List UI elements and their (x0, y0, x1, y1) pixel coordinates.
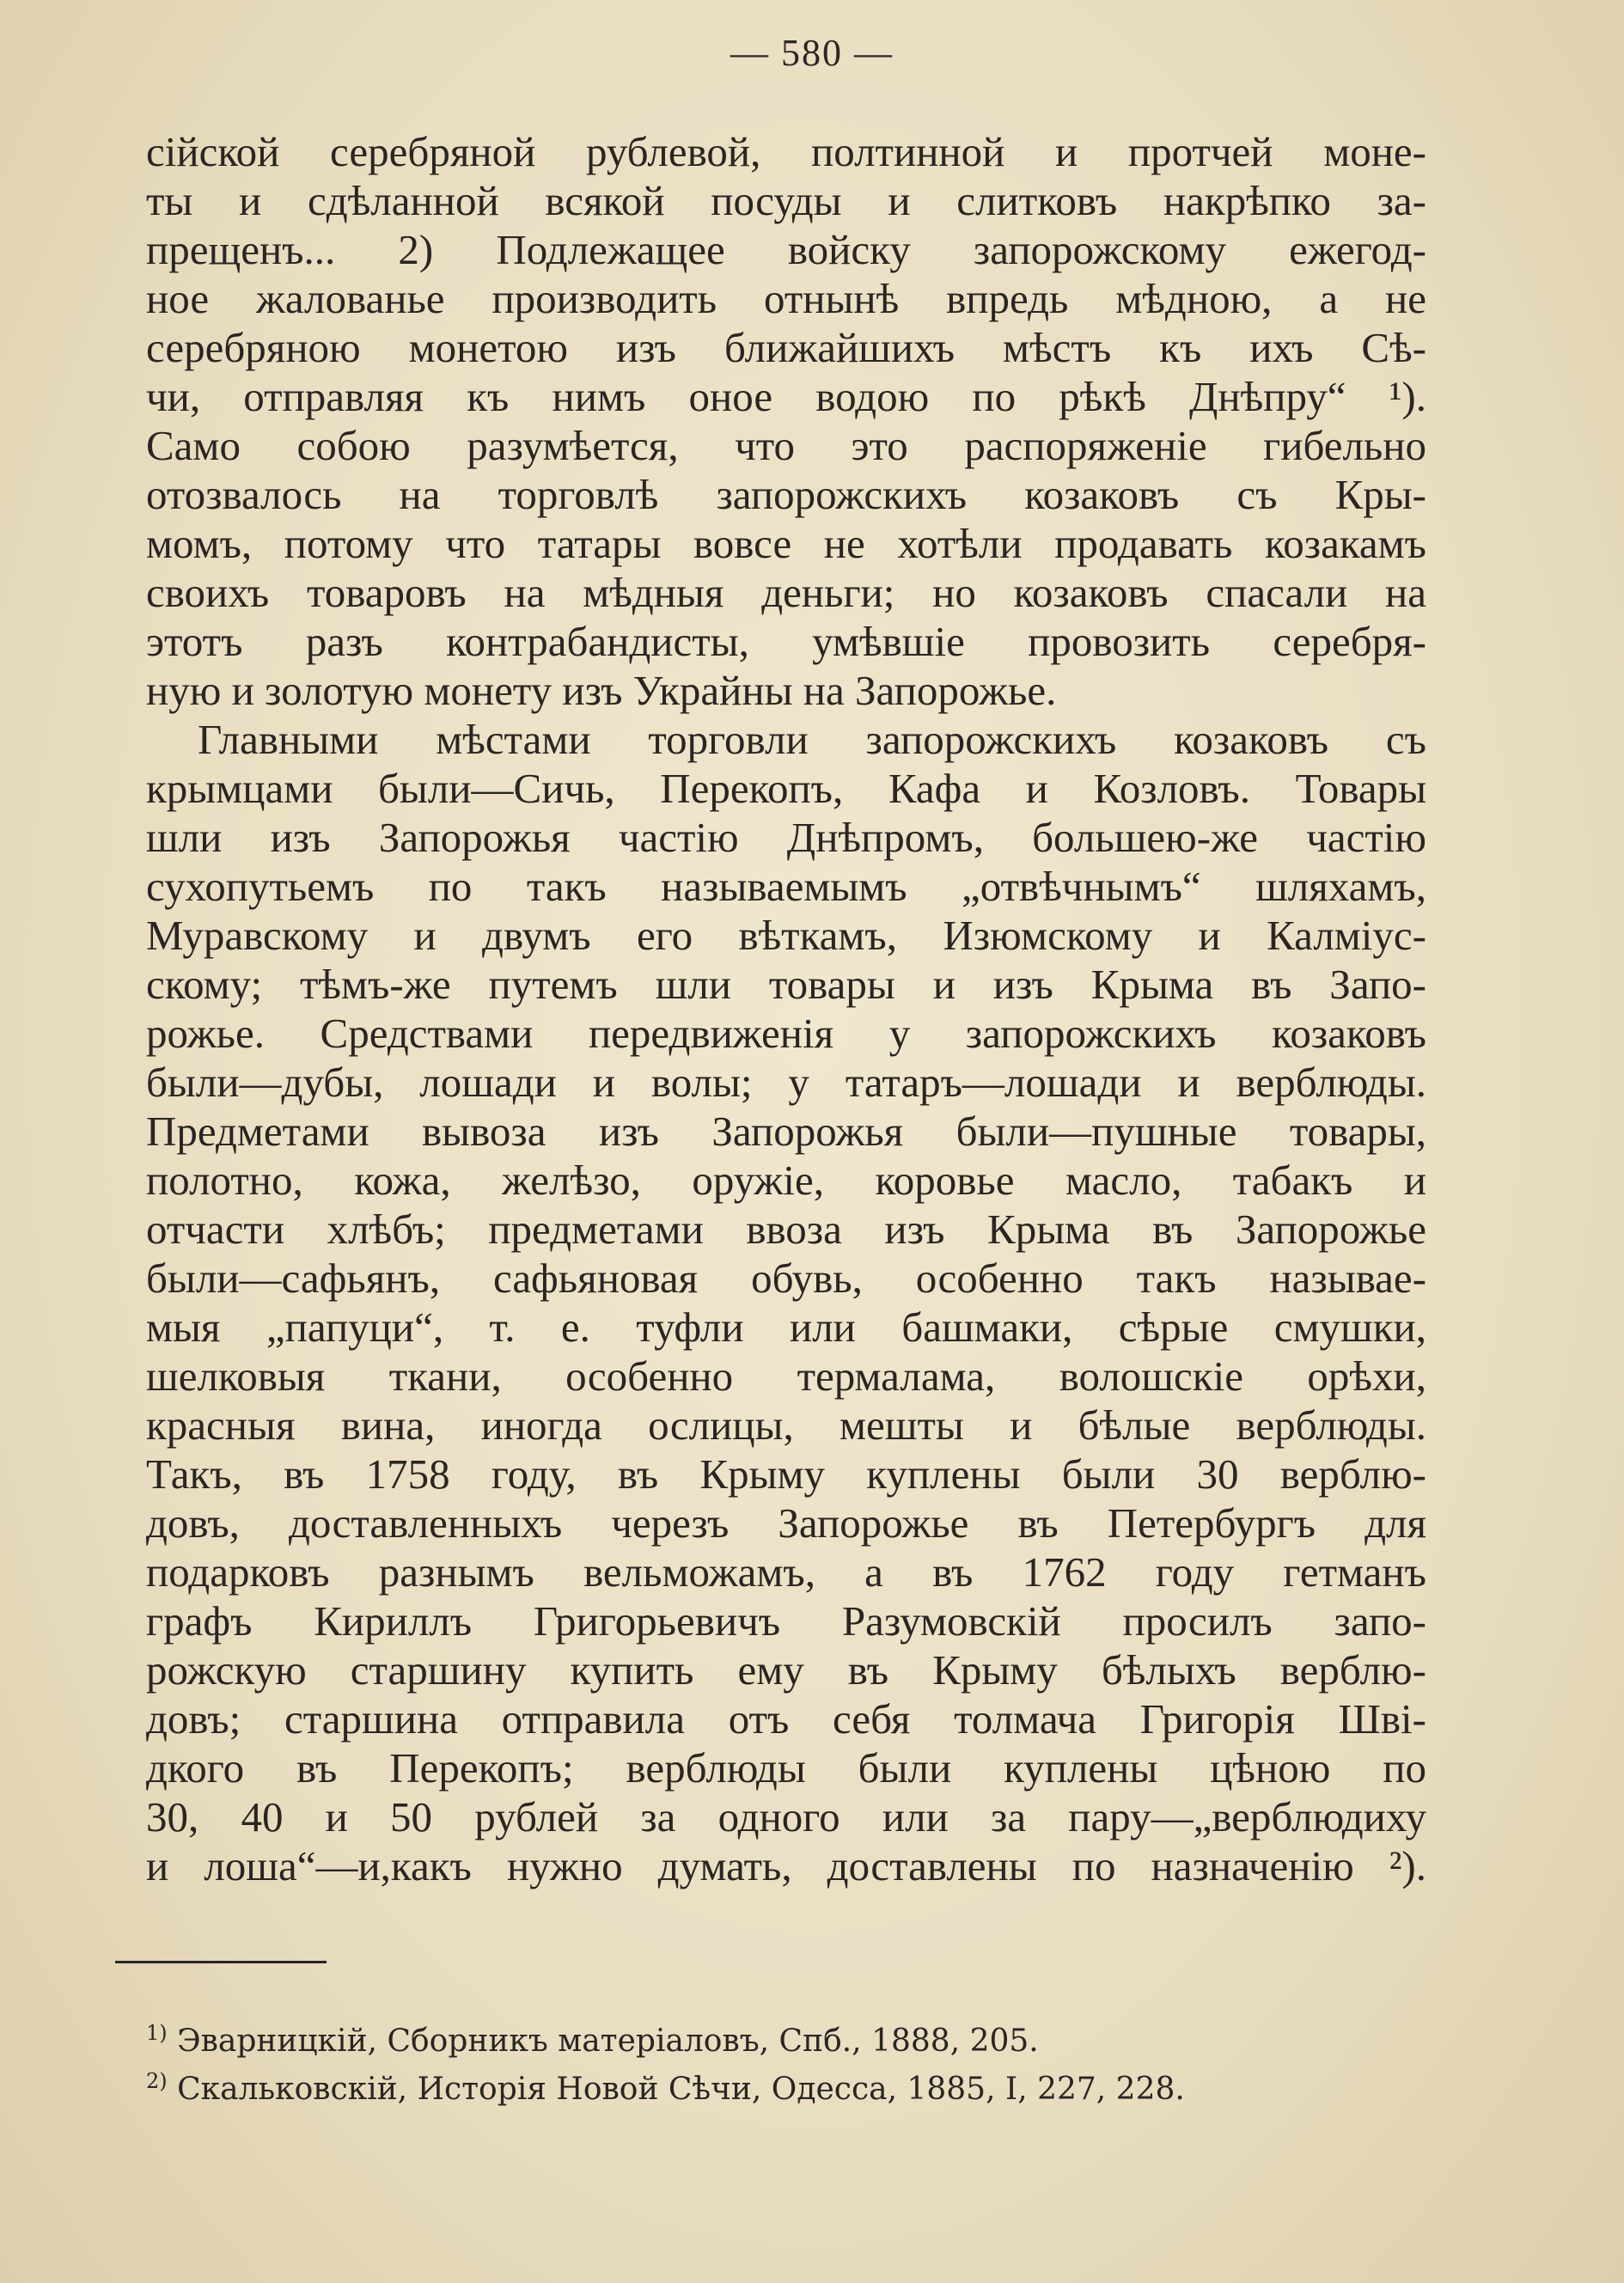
text-line: чи, отправляя къ нимъ оное водою по рѣкѣ Днѣпру“ ¹). (146, 373, 1426, 420)
footnote-1-mark: 1) (146, 2021, 168, 2045)
text-line: скому; тѣмъ-же путемъ шли товары и изъ Крыма въ Запо- (146, 961, 1426, 1008)
text-line: сійской серебряной рублевой, полтинной и протчей моне- (146, 128, 1426, 175)
paragraph-end-line: и лоша“—и,какъ нужно думать, доставлены по назначенію ²). (146, 1842, 1426, 1889)
footnote-2-text: Скальковскій, Исторія Новой Сѣчи, Одесса, 1885, I, 227, 228. (177, 2072, 1185, 2107)
text-line: этотъ разъ контрабандисты, умѣвшіе провозить серебря- (146, 618, 1426, 665)
text-line: графъ Кириллъ Григорьевичъ Разумовскій просилъ запо- (146, 1597, 1426, 1645)
footnote-2-mark: 2) (146, 2069, 168, 2093)
text-line: рожскую старшину купить ему въ Крыму бѣлыхъ верблю- (146, 1646, 1426, 1694)
text-line: отчасти хлѣбъ; предметами ввоза изъ Крыма въ Запорожье (146, 1206, 1426, 1253)
paragraph-end-line: ную и золотую монету изъ Украйны на Запорожье. (146, 667, 1057, 714)
text-line: 30, 40 и 50 рублей за одного или за пару—„верблюдиху (146, 1793, 1426, 1840)
page-number: — 580 — (730, 32, 894, 74)
text-line: Такъ, въ 1758 году, въ Крыму куплены были 30 верблю- (146, 1450, 1426, 1498)
text-line: мыя „папуци“, т. е. туфли или башмаки, сѣрые смушки, (146, 1303, 1426, 1351)
footnotes (146, 2017, 1409, 2114)
text-line: Предметами вывоза изъ Запорожья были—пушные товары, (146, 1108, 1426, 1155)
footnote-1-text: Эварницкій, Сборникъ матеріаловъ, Спб., 1888, 205. (177, 2024, 1039, 2059)
text-line: своихъ товаровъ на мѣдныя деньги; но козаковъ спасали на (146, 569, 1426, 616)
paragraph-start-line: Главными мѣстами торговли запорожскихъ козаковъ съ (198, 716, 1426, 763)
footnote-1 (146, 2017, 1409, 2066)
body-text (146, 127, 1426, 1890)
text-line: довъ, доставленныхъ черезъ Запорожье въ Петербургъ для (146, 1499, 1426, 1547)
text-line: момъ, потому что татары вовсе не хотѣли продавать козакамъ (146, 520, 1426, 567)
text-line: шелковыя ткани, особенно термалама, волошскіе орѣхи, (146, 1352, 1426, 1400)
text-line: дкого въ Перекопъ; верблюды были куплены цѣною по (146, 1744, 1426, 1792)
text-line: отозвалось на торговлѣ запорожскихъ козаковъ съ Кры- (146, 471, 1426, 518)
text-line: ты и сдѣланной всякой посуды и слитковъ накрѣпко за- (146, 177, 1426, 224)
text-line: сухопутьемъ по такъ называемымъ „отвѣчнымъ“ шляхамъ, (146, 863, 1426, 910)
footnote-divider (115, 1961, 327, 1963)
text-line: были—сафьянъ, сафьяновая обувь, особенно такъ называе- (146, 1254, 1426, 1302)
footnote-2 (146, 2066, 1409, 2114)
text-line: довъ; старшина отправила отъ себя толмача Григорія Шві- (146, 1695, 1426, 1743)
text-line: рожье. Средствами передвиженія у запорожскихъ козаковъ (146, 1010, 1426, 1057)
text-line: были—дубы, лошади и волы; у татаръ—лошади и верблюды. (146, 1059, 1426, 1106)
text-line: крымцами были—Сичь, Перекопъ, Кафа и Козловъ. Товары (146, 765, 1426, 812)
text-line: подарковъ разнымъ вельможамъ, а въ 1762 году гетманъ (146, 1548, 1426, 1596)
text-line: красныя вина, иногда ослицы, мешты и бѣлые верблюды. (146, 1401, 1426, 1449)
text-line: ное жалованье производить отнынѣ впредь мѣдною, а не (146, 275, 1426, 322)
text-line: Само собою разумѣется, что это распоряженіе гибельно (146, 422, 1426, 469)
text-line: Муравскому и двумъ его вѣткамъ, Изюмскому и Калміус- (146, 912, 1426, 959)
text-line: серебряною монетою изъ ближайшихъ мѣстъ къ ихъ Сѣ- (146, 324, 1426, 371)
text-line: прещенъ... 2) Подлежащее войску запорожскому ежегод- (146, 226, 1426, 273)
text-line: полотно, кожа, желѣзо, оружіе, коровье масло, табакъ и (146, 1157, 1426, 1204)
text-line: шли изъ Запорожья частію Днѣпромъ, большею-же частію (146, 814, 1426, 861)
